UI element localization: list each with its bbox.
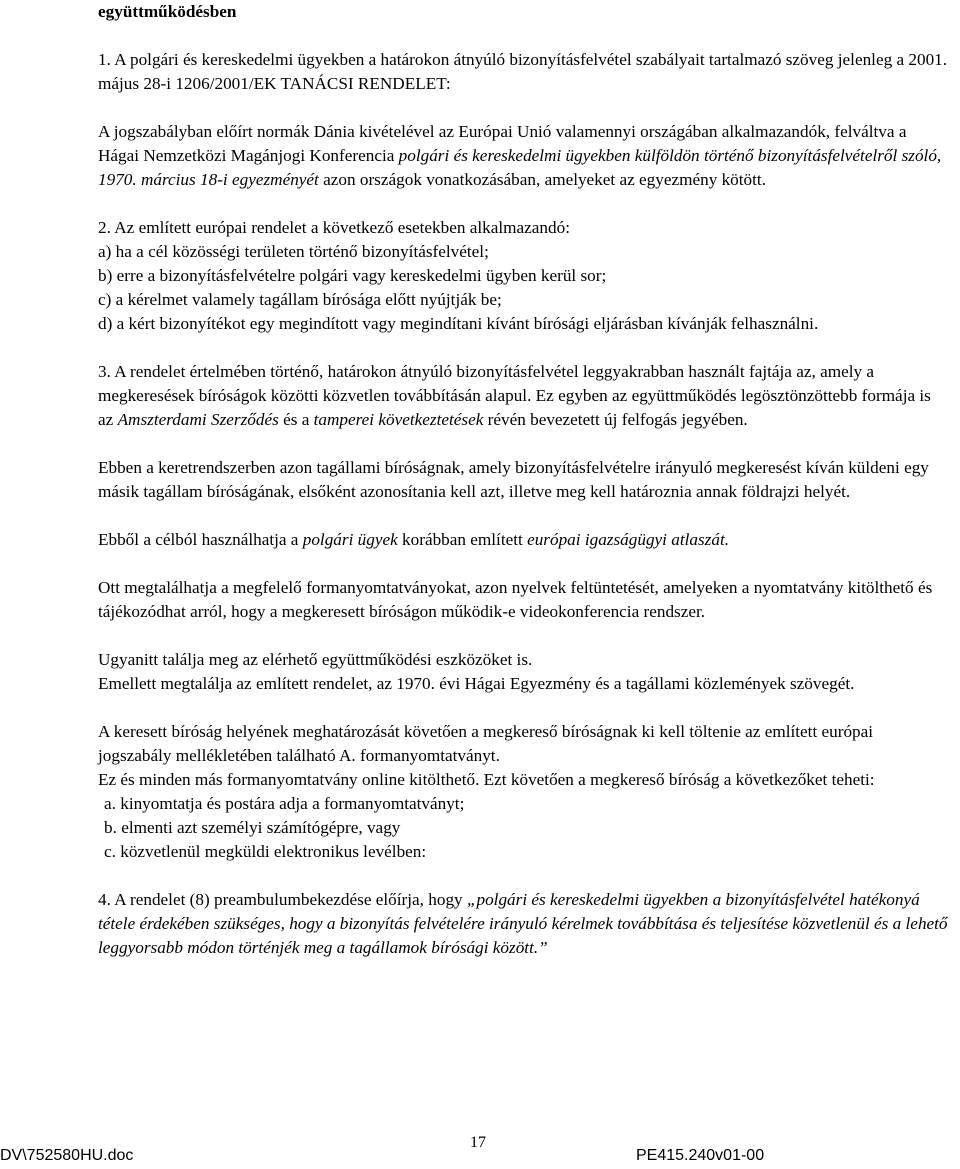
paragraph-6	[98, 528, 948, 552]
option-b: b. elmenti azt személyi számítógépre, vagy	[104, 818, 401, 837]
paragraph-7: Ott megtalálhatja a megfelelő formanyomtatványokat, azon nyelvek feltüntetését, amelyeken a nyomtatvány kitölthető és tájékozódhat arról, hogy a megkeresett bíróságon működik-e videokonferencia rendszer.	[98, 578, 933, 621]
footer-reference: PE415.240v01-00	[636, 1147, 765, 1164]
paragraph-6-mid: korábban említett	[397, 530, 528, 549]
paragraph-4	[98, 360, 948, 432]
amsterdam-treaty: Amszterdami Szerződés	[117, 410, 279, 429]
tampere-conclusions: tamperei következtetések	[313, 410, 484, 429]
paragraph-2	[98, 120, 948, 192]
paragraph-6-text: Ebből a célból használhatja a	[98, 530, 303, 549]
preamble-quote: „polgári és kereskedelmi ügyekben a bizonyításfelvétel hatékonyá tétele érdekében szükséges, hogy a bizonyítás felvételére irányuló kérelmek továbbítása és teljesítése közvetlenül és a lehető leggyorsabb módon történjék meg a tagállamok bírósági között.”	[98, 890, 948, 957]
paragraph-9	[98, 720, 948, 864]
convention-title: polgári és kereskedelmi ügyekben külföldön történő bizonyításfelvételről szóló, 1970. március 18-i egyezményét	[98, 146, 942, 189]
paragraph-2-text: A jogszabályban előírt normák Dánia kivételével az Európai Unió valamennyi országában alkalmazandók, felváltva a Hágai Nemzetközi Magánjogi Konferencia	[98, 122, 907, 165]
list-item-d: d) a kért bizonyítékot egy megindított vagy megindítani kívánt bírósági eljárásban kívánják felhasználni.	[98, 314, 819, 333]
paragraph-2-tail: azon országok vonatkozásában, amelyeket az egyezmény kötött.	[318, 170, 766, 189]
document-body	[98, 0, 948, 960]
civil-matters: polgári ügyek	[302, 530, 398, 549]
paragraph-5: Ebben a keretrendszerben azon tagállami bíróságnak, amely bizonyításfelvételre irányuló megkeresést kíván küldeni egy másik tagállam bíróságának, elsőként azonosítania kell azt, illetve meg kell határoznia annak földrajzi helyét.	[98, 458, 929, 501]
paragraph-8	[98, 648, 948, 696]
paragraph-4-tail: révén bevezetett új felfogás jegyében.	[483, 410, 748, 429]
paragraph-10-text: 4. A rendelet (8) preambulumbekezdése előírja, hogy	[98, 890, 467, 909]
paragraph-1-text: 1. A polgári és kereskedelmi ügyekben a határokon átnyúló bizonyításfelvétel szabályait tartalmazó szöveg jelenleg a 2001. május 28-i 1206/2001/EK TANÁCSI RENDELET:	[98, 50, 948, 93]
judicial-atlas: európai igazságügyi atlaszát.	[527, 530, 730, 549]
paragraph-3-intro: 2. Az említett európai rendelet a következő esetekben alkalmazandó:	[98, 218, 570, 237]
list-item-c: c) a kérelmet valamely tagállam bírósága előtt nyújtják be;	[98, 290, 502, 309]
paragraph-8-line-2: Emellett megtalálja az említett rendelet, az 1970. évi Hágai Egyezmény és a tagállami közlemények szövegét.	[98, 674, 855, 693]
paragraph-4-text: 3. A rendelet értelmében történő, határokon átnyúló bizonyításfelvétel leggyakrabban használt fajtája az, amely a megkeresések bíróságok közötti közvetlen továbbításán alapul. Ez egyben az együttműködés legösztönzöttebb formája is az	[98, 362, 931, 429]
paragraph-3	[98, 216, 948, 336]
paragraph-10	[98, 888, 948, 960]
list-item-b: b) erre a bizonyításfelvételre polgári vagy kereskedelmi ügyben kerül sor;	[98, 266, 607, 285]
paragraph-9-line-1: A keresett bíróság helyének meghatározását követően a megkereső bíróságnak ki kell töltenie az említett európai jogszabály mellékletében található A. formanyomtatványt.	[98, 722, 874, 765]
option-a: a. kinyomtatja és postára adja a formanyomtatványt;	[104, 794, 465, 813]
list-item-a: a) ha a cél közösségi területen történő bizonyításfelvétel;	[98, 242, 489, 261]
section-heading: együttműködésben	[98, 2, 237, 21]
paragraph-8-line-1: Ugyanitt találja meg az elérhető együttműködési eszközöket is.	[98, 650, 533, 669]
paragraph-4-mid: és a	[278, 410, 314, 429]
footer-filename: DV\752580HU.doc	[0, 1147, 134, 1164]
option-c: c. közvetlenül megküldi elektronikus levélben:	[104, 842, 427, 861]
page-number: 17	[470, 1134, 486, 1151]
paragraph-1	[98, 48, 948, 96]
paragraph-9-line-2: Ez és minden más formanyomtatvány online kitölthető. Ezt követően a megkereső bíróság a következőket teheti:	[98, 770, 875, 789]
